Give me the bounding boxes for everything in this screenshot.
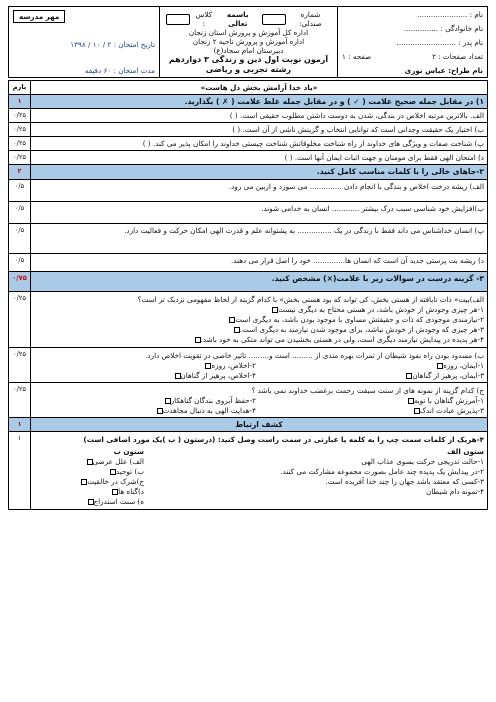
item-score: ۰/۵: [9, 201, 31, 223]
tf-item: ب) اختیار یک حقیقت وجدانی است که توانایی انتخاب و گزینش ناشی از آن است. ( ): [31, 123, 488, 137]
item-score: ۰/۲۵: [9, 151, 31, 165]
mcq-b: [31, 347, 488, 382]
motto: «یاد خدا آرامش بخش دل هاست»: [31, 81, 488, 95]
mcq-option: ۱-ایمان، روزه: [443, 360, 484, 370]
column-a-title: ستون الف: [447, 447, 484, 457]
dept-label: اداره کل آموزش و پرورش استان زنجان: [188, 28, 309, 37]
match-left-item: ۲-در پیدایش یک پدیده چند عامل بصورت مجموعه مشارکت می کنند.: [280, 467, 484, 477]
matching-stem: ۴-هریک از کلمات سمت چپ را به کلمه یا عبارتی در سمت راست وصل کنید: (درستون ( ب )یک مورد اضافی است): [83, 435, 484, 445]
page-number: صفحه : ۱: [342, 52, 372, 61]
match-right-item: ه) سنت استدراج: [93, 497, 144, 507]
item-score: ۰/۲۵: [9, 291, 31, 347]
mcq-c-stem: ج) کدام گزینه از نمونه های از سنت سبقت رحمت برغضب خداوند نمی باشد ؟: [251, 385, 484, 395]
exam-duration: مدت امتحان : ۶۰ دقیقه: [84, 66, 155, 75]
student-info: [337, 7, 487, 78]
fill-item: پ) انسان خداشناس می داند فقط با زندگی در یک ............... به پشتوانه علم و قدرت الهی امکان حرکت و فعالیت دارد.: [31, 223, 488, 253]
class-label: کلاس :: [195, 10, 213, 28]
surname-field: نام خانوادگی : ...............: [403, 24, 483, 33]
mcq-option: ۱-هر چیزی وجودش از خودش باشد، در هستی محتاج به دیگری نیست: [278, 304, 484, 314]
questions-table: [8, 80, 488, 510]
father-field: نام پدر : ..........................: [396, 38, 483, 47]
god-label: باسمه تعالی: [226, 10, 249, 28]
section-3-score: ۰/۷۵: [9, 271, 31, 291]
tf-item: د) امتحان الهی فقط برای مومنان و جهت اثبات ایمان آنها است. ( ): [31, 151, 488, 165]
header-center: [159, 7, 337, 78]
mcq-c: [31, 382, 488, 417]
mcq-b-stem: ب) مسدود بودن راه نفوذ شیطان از ثمرات بهره مندی از ......... است و......... تاثیر خاصی در تقویت اخلاص دارد.: [145, 350, 484, 360]
section-3-title: ۳- گزینه درست در سوالات زیر با علامت(×) مشخص کنید.: [31, 271, 488, 291]
match-right-item: ب) توحید: [116, 467, 144, 477]
mcq-a: [31, 291, 488, 347]
match-right-item: ج)شرک در خالقیت: [87, 477, 144, 487]
match-right-item: د)گناه ها: [118, 487, 144, 497]
exam-meta: [9, 7, 159, 78]
section-2-title: ۲-جاهای خالی را با کلمات مناسب کامل کنید.: [31, 165, 488, 179]
mcq-a-stem: الف)بیت« ذات نایافته از هستی بخش، کی تواند که بود هستی بخش» با کدام گزینه از لحاظ مفهومی نزدیک تر است؟: [137, 294, 484, 304]
section-1-title: ۱) در مقابل جمله صحیح علامت ( ✓ ) و در مقابل جمله غلط علامت ( ✗ ) بگذارید.: [31, 95, 488, 109]
match-left-item: ۳-کسی که معتقد باشد جهان را چند خدا آفریده است.: [325, 477, 484, 487]
section-4-title: کشف ارتباط: [31, 417, 488, 431]
score-header: بارم: [9, 81, 31, 95]
item-score: ۰/۵: [9, 179, 31, 201]
seat-label: شماره صندلی:: [299, 10, 322, 28]
item-score: ۰/۵: [9, 223, 31, 253]
match-left-item: ۱-حالت تدریجی حرکت بسوی عذاب الهی: [361, 457, 484, 467]
item-score: ۰/۲۵: [9, 123, 31, 137]
mcq-option: ۴-هدایت الهی به دنبال مجاهدت: [162, 405, 256, 415]
exam-date: تاریخ امتحان : ۲ / ۱۰ / ۱۳۹۸: [70, 40, 155, 49]
mcq-option: ۳-هر چیزی که وجودش از خودش نباشد، برای موجود شدن نیازمند به دیگری است.: [239, 324, 484, 334]
item-score: ۰/۲۵: [9, 109, 31, 123]
matching-question: [31, 432, 488, 510]
mcq-option: ۲-نیازمندی موجودی که ذات و حقیقتش مساوی با موجود بودن باشد، به دیگری است: [235, 314, 484, 324]
designer-name: نام طراح: عباس نوری: [404, 66, 483, 75]
seat-box: [262, 14, 286, 25]
exam-header: [8, 6, 488, 78]
item-score: ۰/۲۵: [9, 137, 31, 151]
section-2-score: ۲: [9, 165, 31, 179]
item-score: ۰/۵: [9, 253, 31, 271]
mcq-option: ۳-پذیرش عبادت اندک: [419, 405, 484, 415]
match-left-item: ۴-نمونه دام شیطان: [426, 487, 484, 497]
tf-item: الف. بالاترین مرتبه اخلاص در بندگی، شدن به دوست داشتن مطلوب حقیقی است. ( ): [31, 109, 488, 123]
name-field: نام : ......................: [417, 10, 483, 19]
tf-item: پ) شناخت صفات و ویژگی های خداوند از راه شناخت مخلوقاتش شناخت چیستی خداوند را امکان پذیر می کند. ( ): [31, 137, 488, 151]
item-score: ۰/۲۵: [9, 347, 31, 382]
mcq-option: ۱-آمرزش گناهان با توبه: [413, 395, 484, 405]
mcq-option: ۳-ایمان، پرهیز از گناهان: [412, 370, 484, 380]
mcq-option: ۴-اخلاص، پرهیز از گناهان: [180, 370, 256, 380]
exam-title: آزمون نوبت اول دین و زندگی ۳ دوازدهم رشته تجربی و ریاضی: [168, 55, 329, 74]
pages-count: تعداد صفحات : ۲: [432, 52, 483, 61]
fill-item: د) ریشه بت پرستی جدید آن است که انسان ها.............. خود را اصل قرار می دهند.: [31, 253, 488, 271]
class-box: [166, 14, 190, 25]
school-label: دبیرستان امام سجاد(ع): [213, 46, 284, 55]
column-b-title: ستون ب: [113, 447, 144, 457]
section-4-score: ۱: [9, 417, 31, 431]
mcq-option: ۲-اخلاص، روزه: [211, 360, 256, 370]
item-score: ۰/۲۵: [9, 382, 31, 417]
mcq-option: ۲-حفظ آبروی بندگان گناهکار: [170, 395, 256, 405]
school-seal: مهر مدرسه: [13, 10, 65, 23]
fill-item: ب)افزایش خود شناسی سبب درک بیشتر ............ انسان به خدامی شوند.: [31, 201, 488, 223]
dept2-label: اداره آموزش و پرورش ناحیه ۲ زنجان: [192, 37, 305, 46]
mcq-option: ۴-هر پدیده در پیدایش نیازمند دیگری است، ولی در هستی بخشیدن می تواند متکی به خود باشد.: [200, 334, 484, 344]
match-right-item: الف) علل عرضی: [92, 457, 144, 467]
fill-item: الف) ریشه درخت اخلاص و بندگی با انجام دادن .............. می سوزد و ازبین می رود.: [31, 179, 488, 201]
section-1-score: ۱: [9, 95, 31, 109]
item-score: ۱: [9, 432, 31, 510]
